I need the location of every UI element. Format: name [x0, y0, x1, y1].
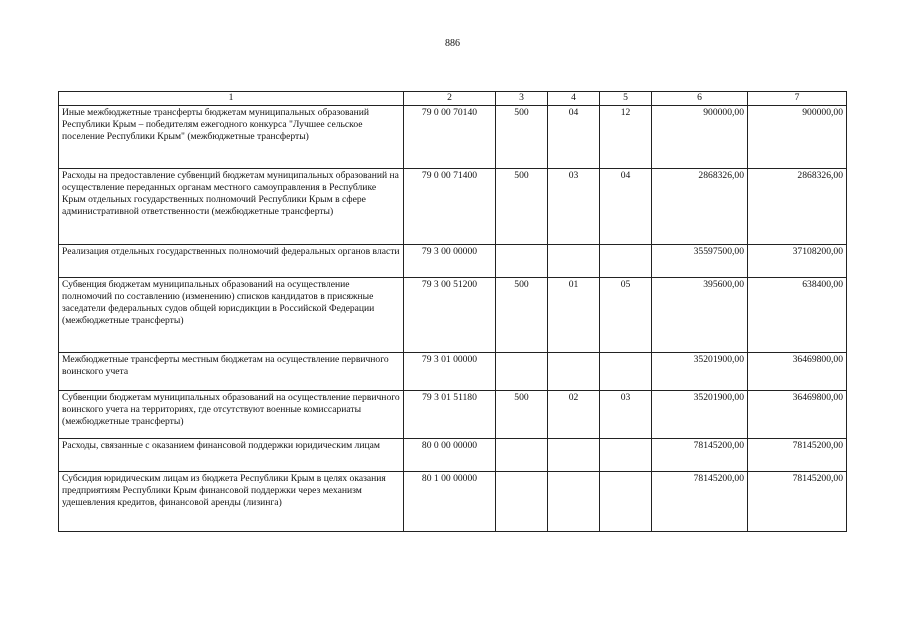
row-sum1-cell: 2868326,00 — [652, 169, 748, 245]
header-cell-3: 3 — [496, 92, 548, 106]
row-vr-cell — [496, 353, 548, 391]
row-pr-cell — [600, 353, 652, 391]
row-sum1-cell: 78145200,00 — [652, 472, 748, 532]
row-sum1-cell: 35597500,00 — [652, 245, 748, 278]
table-row — [59, 106, 847, 169]
row-csr-cell: 79 0 00 71400 — [404, 169, 496, 245]
row-pr-cell: 12 — [600, 106, 652, 169]
header-cell-7: 7 — [748, 92, 847, 106]
row-vr-cell: 500 — [496, 169, 548, 245]
row-vr-cell: 500 — [496, 106, 548, 169]
row-csr-cell: 80 1 00 00000 — [404, 472, 496, 532]
row-pr-cell: 04 — [600, 169, 652, 245]
row-rz-cell — [548, 353, 600, 391]
row-vr-cell — [496, 245, 548, 278]
budget-table — [58, 91, 847, 532]
row-pr-cell — [600, 439, 652, 472]
row-rz-cell: 02 — [548, 391, 600, 439]
header-cell-2: 2 — [404, 92, 496, 106]
table-row — [59, 353, 847, 391]
header-row — [59, 92, 847, 106]
row-sum1-cell: 900000,00 — [652, 106, 748, 169]
header-cell-5: 5 — [600, 92, 652, 106]
table-row — [59, 169, 847, 245]
row-rz-cell: 04 — [548, 106, 600, 169]
row-csr-cell: 79 3 01 51180 — [404, 391, 496, 439]
row-name-cell: Субвенция бюджетам муниципальных образований на осуществление полномочий по составлению (изменению) списков кандидатов в присяжные заседатели федеральных судов общей юрисдикции в Российской Федерации (межбюджетные трансферты) — [59, 278, 404, 353]
row-sum2-cell: 36469800,00 — [748, 353, 847, 391]
row-sum2-cell: 900000,00 — [748, 106, 847, 169]
header-cell-1: 1 — [59, 92, 404, 106]
table-row — [59, 439, 847, 472]
row-sum2-cell: 78145200,00 — [748, 439, 847, 472]
row-rz-cell: 01 — [548, 278, 600, 353]
row-rz-cell: 03 — [548, 169, 600, 245]
row-csr-cell: 79 3 00 51200 — [404, 278, 496, 353]
row-name-cell: Иные межбюджетные трансферты бюджетам муниципальных образований Республики Крым – победителям ежегодного конкурса "Лучшее сельское поселение Республики Крым" (межбюджетные трансферты) — [59, 106, 404, 169]
row-name-cell: Межбюджетные трансферты местным бюджетам на осуществление первичного воинского учета — [59, 353, 404, 391]
table-row — [59, 472, 847, 532]
row-sum2-cell: 638400,00 — [748, 278, 847, 353]
row-name-cell: Реализация отдельных государственных полномочий федеральных органов власти — [59, 245, 404, 278]
header-cell-6: 6 — [652, 92, 748, 106]
table-row — [59, 278, 847, 353]
row-csr-cell: 79 0 00 70140 — [404, 106, 496, 169]
row-pr-cell — [600, 245, 652, 278]
table-row — [59, 245, 847, 278]
row-name-cell: Субсидия юридическим лицам из бюджета Республики Крым в целях оказания предприятиям Республики Крым финансовой поддержки через механизм удешевления кредитов, финансовой аренды (лизинга) — [59, 472, 404, 532]
row-sum2-cell: 37108200,00 — [748, 245, 847, 278]
row-vr-cell: 500 — [496, 391, 548, 439]
row-csr-cell: 80 0 00 00000 — [404, 439, 496, 472]
row-vr-cell — [496, 472, 548, 532]
row-sum1-cell: 78145200,00 — [652, 439, 748, 472]
header-cell-4: 4 — [548, 92, 600, 106]
row-rz-cell — [548, 472, 600, 532]
row-rz-cell — [548, 439, 600, 472]
row-sum2-cell: 36469800,00 — [748, 391, 847, 439]
row-pr-cell: 05 — [600, 278, 652, 353]
row-vr-cell — [496, 439, 548, 472]
page-number: 886 — [445, 38, 460, 49]
row-sum1-cell: 35201900,00 — [652, 391, 748, 439]
row-csr-cell: 79 3 01 00000 — [404, 353, 496, 391]
table-row — [59, 391, 847, 439]
row-name-cell: Субвенции бюджетам муниципальных образований на осуществление первичного воинского учета на территориях, где отсутствуют военные комиссариаты (межбюджетные трансферты) — [59, 391, 404, 439]
row-vr-cell: 500 — [496, 278, 548, 353]
row-sum1-cell: 395600,00 — [652, 278, 748, 353]
row-rz-cell — [548, 245, 600, 278]
row-sum2-cell: 78145200,00 — [748, 472, 847, 532]
row-pr-cell: 03 — [600, 391, 652, 439]
row-csr-cell: 79 3 00 00000 — [404, 245, 496, 278]
row-pr-cell — [600, 472, 652, 532]
row-sum1-cell: 35201900,00 — [652, 353, 748, 391]
row-sum2-cell: 2868326,00 — [748, 169, 847, 245]
row-name-cell: Расходы, связанные с оказанием финансовой поддержки юридическим лицам — [59, 439, 404, 472]
row-name-cell: Расходы на предоставление субвенций бюджетам муниципальных образований на осуществление переданных органам местного самоуправления в Республике Крым отдельных государственных полномочий Республики Крым в сфере административной ответственности (межбюджетные трансферты) — [59, 169, 404, 245]
